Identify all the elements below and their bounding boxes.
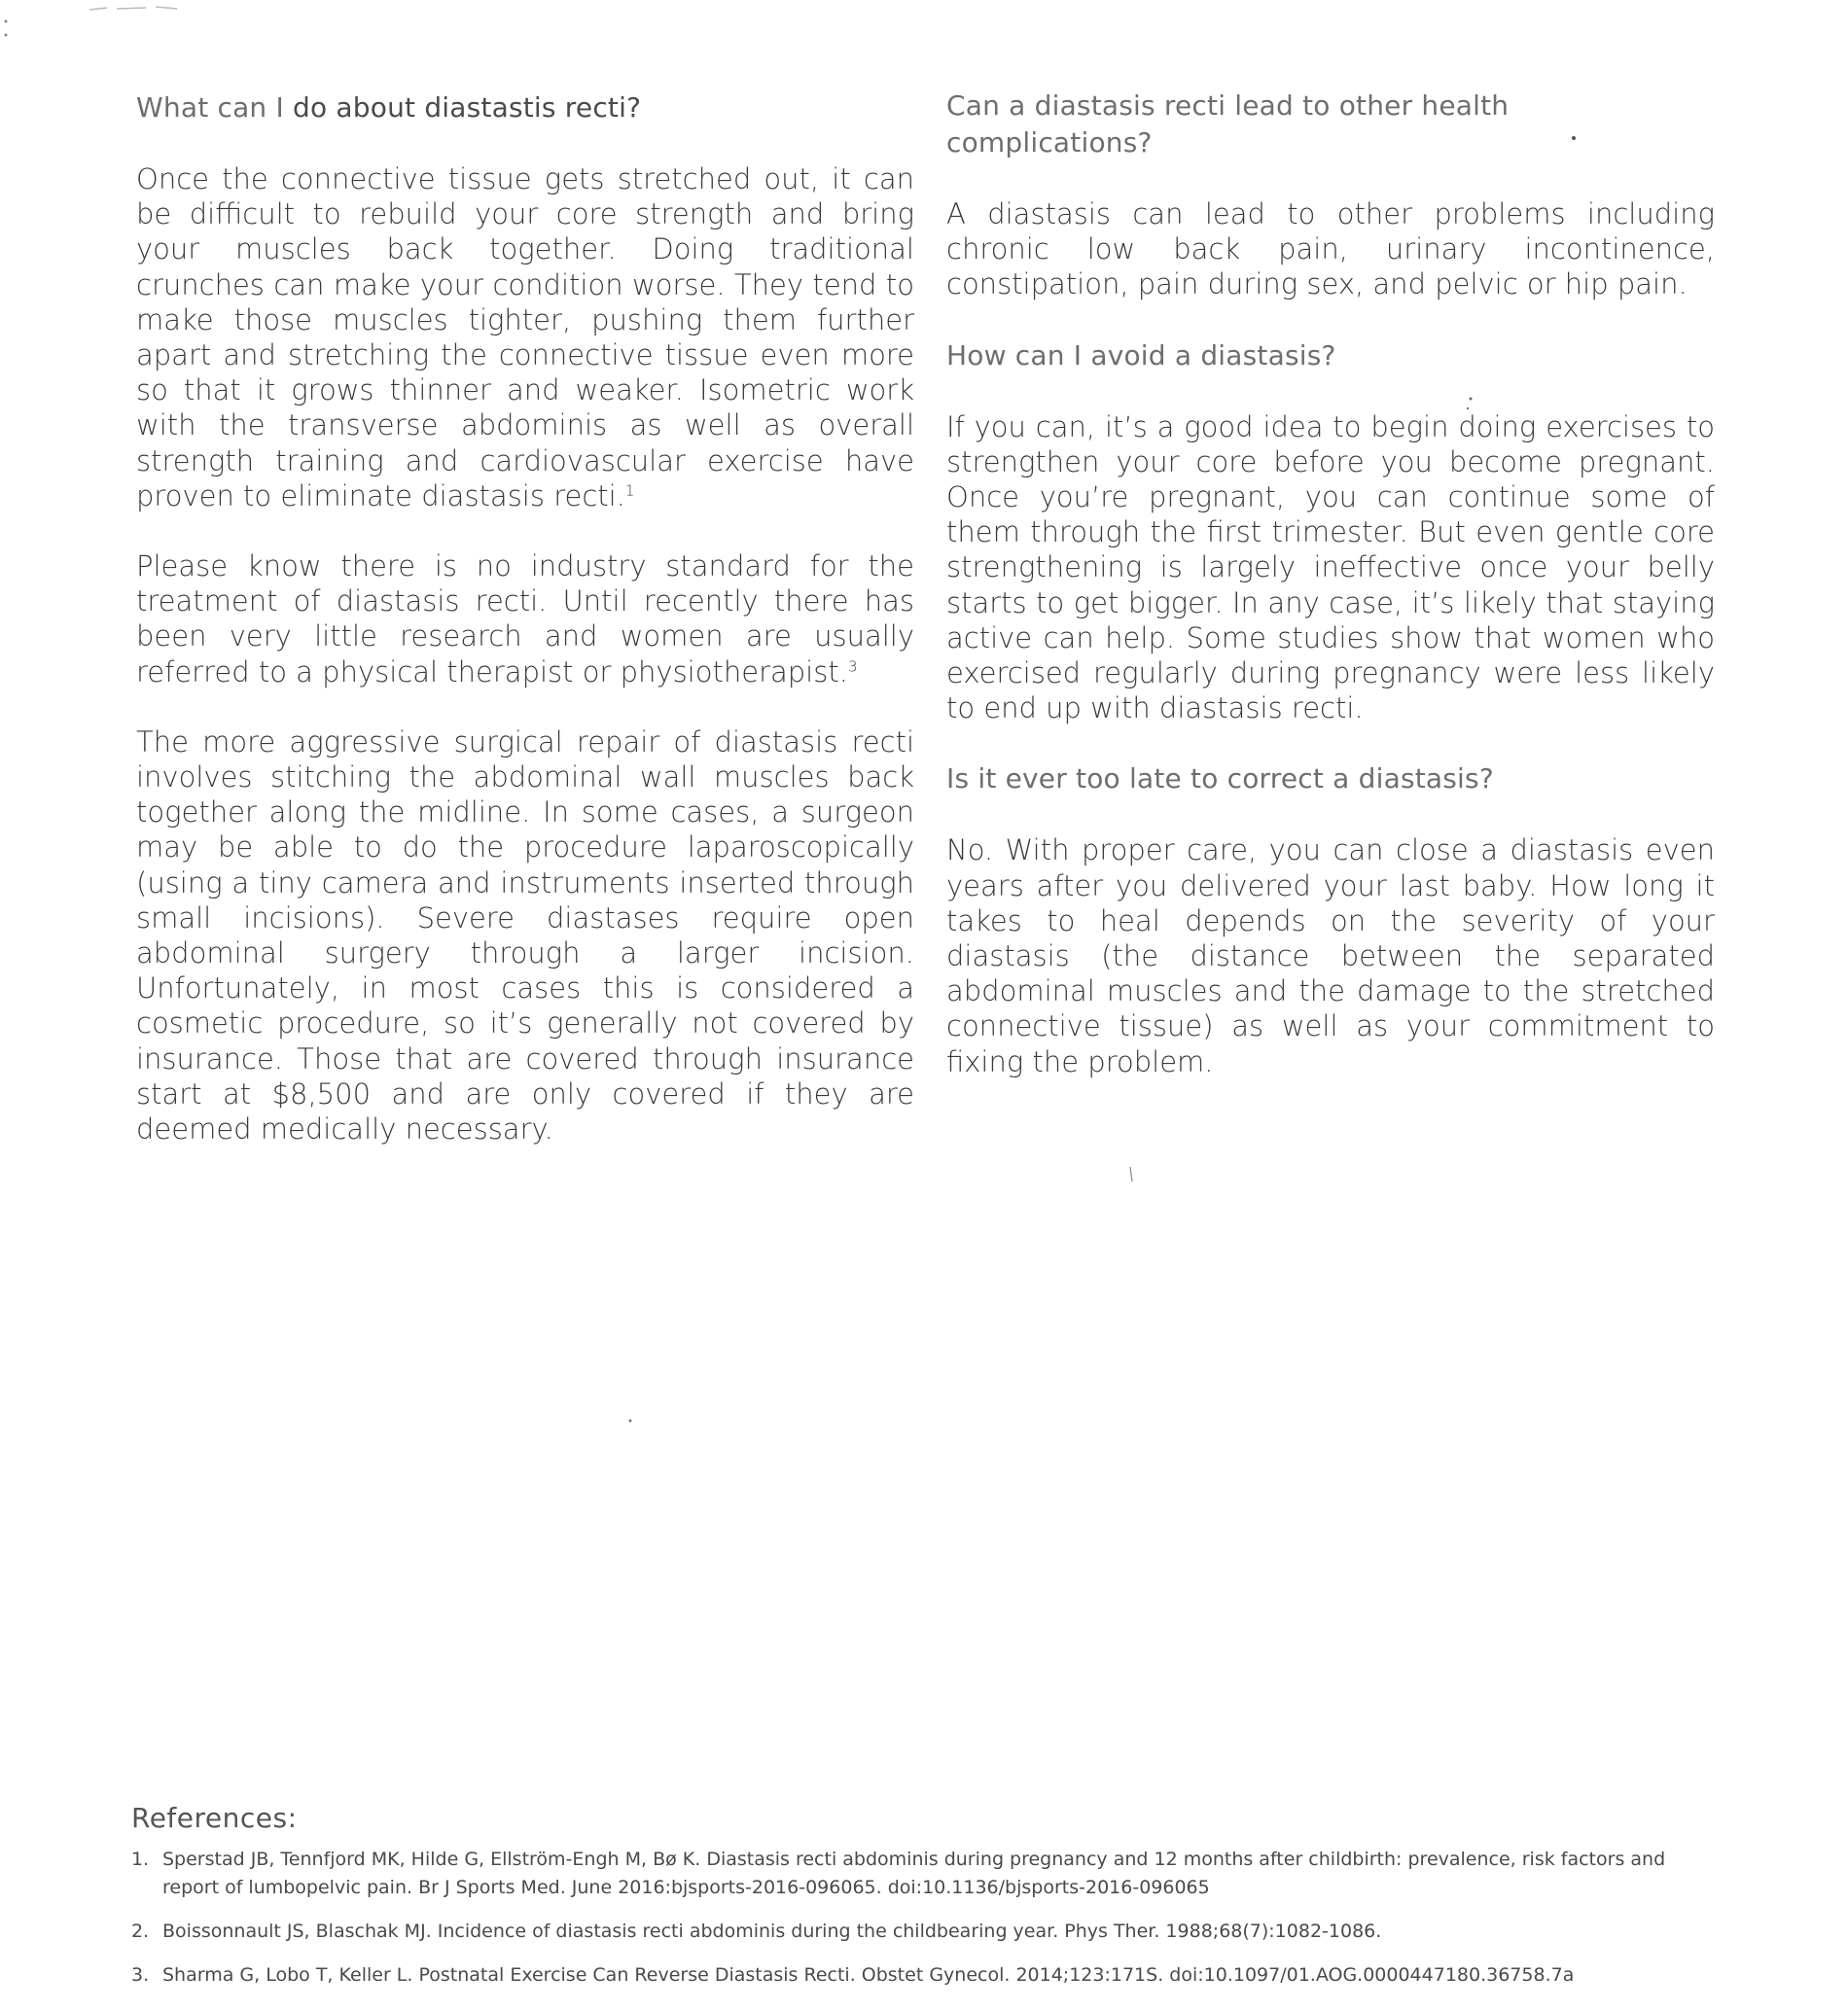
footnote-ref: 3 (847, 656, 858, 675)
reference-item (131, 1846, 1688, 1902)
section-heading-what-can-i-do (136, 89, 914, 126)
footnote-ref: 1 (624, 481, 635, 500)
paragraph-complications: A diastasis can lead to other problems including chronic low back pain, urinary incontinence, constipation, pain during sex, and pelvic or hip pain. (946, 197, 1715, 301)
paragraph-rebuild-core (136, 161, 914, 513)
reference-text: Sperstad JB, Tennfjord MK, Hilde G, Ellström-Engh M, Bø K. Diastasis recti abdominis during pregnancy and 12 months after childbirth: prevalence, risk factors and report of lumbopelvic pain. Br J Sports Med. June 2016:bjsports-2016-096065. doi:10.1136/bjsports-2016-096065 (162, 1849, 1666, 1898)
reference-number: 3. (131, 1964, 150, 1986)
reference-number: 2. (131, 1921, 150, 1942)
references-title: References: (131, 1802, 298, 1834)
section-heading-too-late: Is it ever too late to correct a diastasis? (946, 762, 1494, 795)
reference-number: 1. (131, 1849, 150, 1870)
paragraph-avoid: If you can, it’s a good idea to begin doing exercises to strengthen your core before you become pregnant. Once you’re pregnant, you can continue some of them through the first trimester. But even gentle core strengthening is largely ineffective once your belly starts to get bigger. In any case, it’s likely that staying active can help. Some studies show that women who exercised regularly during pregnancy were less likely to end up with diastasis recti. (946, 409, 1715, 725)
paragraph-too-late: No. With proper care, you can close a diastasis even years after you delivered your last baby. How long it takes to heal depends on the severity of your diastasis (the distance between the separated abdominal muscles and the damage to the stretched connective tissue) as well as your commitment to fixing the problem. (946, 833, 1715, 1078)
heading-part-light: What can I (136, 91, 294, 123)
references-list (131, 1846, 1688, 1990)
reference-item (131, 1918, 1688, 1946)
paragraph-text: Once the connective tissue gets stretched out, it can be difficult to rebuild your core strength and bring your muscles back together. Doing traditional crunches can make your condition worse. They tend to make those muscles tighter, pushing them further apart and stretching the connective tissue even more so that it grows thinner and weaker. Isometric work with the transverse abdominis as well as overall strength training and cardiovascular exercise have proven to eliminate diastasis recti. (136, 162, 914, 512)
reference-text: Boissonnault JS, Blaschak MJ. Incidence of diastasis recti abdominis during the childbearing year. Phys Ther. 1988;68(7):1082-1086. (162, 1921, 1382, 1942)
paragraph-surgical-repair: The more aggressive surgical repair of diastasis recti involves stitching the abdominal wall muscles back together along the midline. In some cases, a surgeon may be able to do the procedure laparoscopically (using a tiny camera and instruments inserted through small incisions). Severe diastases require open abdominal surgery through a larger incision. Unfortunately, in most cases this is considered a cosmetic procedure, so it’s generally not covered by insurance. Those that are covered through insurance start at $8,500 and are only covered if they are deemed medically necessary. (136, 724, 914, 1146)
left-column (136, 89, 914, 1181)
section-heading-health-complications: Can a diastasis recti lead to other health complications? (946, 89, 1510, 159)
paragraph-no-standard (136, 548, 914, 689)
section-heading-avoid-diastasis: How can I avoid a diastasis? (946, 338, 1336, 371)
heading-part-dark: do about diastastis recti? (293, 91, 642, 123)
right-column (946, 88, 1715, 1114)
paragraph-text: Please know there is no industry standard for the treatment of diastasis recti. Until recently there has been very little research and women are usually referred to a physical therapist or physiotherapist. (136, 549, 914, 688)
reference-text: Sharma G, Lobo T, Keller L. Postnatal Exercise Can Reverse Diastasis Recti. Obstet Gynecol. 2014;123:171S. doi:10.1097/01.AOG.0000447180.36758.7a (162, 1964, 1575, 1986)
references-section (131, 1802, 1688, 2005)
reference-item (131, 1961, 1688, 1990)
